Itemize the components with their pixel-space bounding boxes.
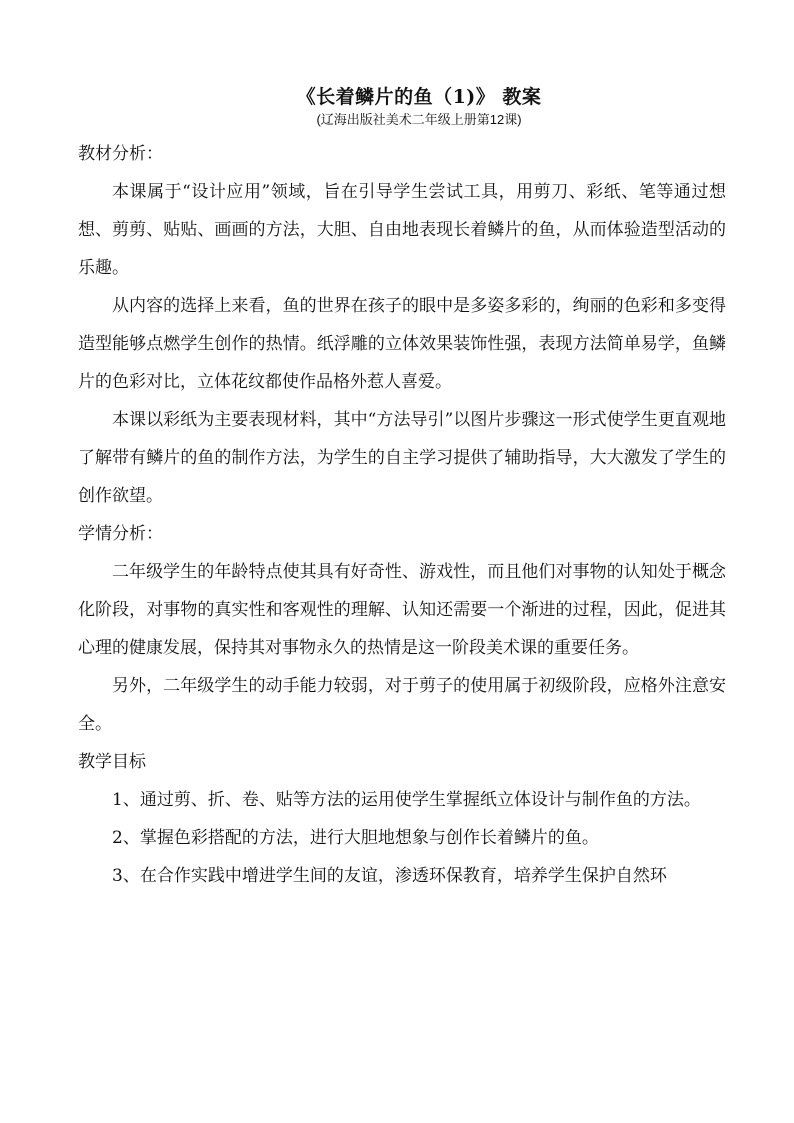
section-teaching-goals — [78, 743, 726, 895]
paragraph: 从内容的选择上来看，鱼的世界在孩子的眼中是多姿多彩的，绚丽的色彩和多变得造型能够点燃学生创作的热情。纸浮雕的立体效果装饰性强，表现方法简单易学，鱼鳞片的色彩对比，立体花纹都使作品格外惹人喜爱。 — [78, 296, 726, 392]
section-heading: 教材分析： — [78, 144, 163, 164]
section-student-analysis — [78, 515, 726, 743]
goal-item: 2、掌握色彩搭配的方法，进行大胆地想象与创作长着鳞片的鱼。 — [112, 828, 599, 848]
paragraph: 本课以彩纸为主要表现材料，其中“方法导引”以图片步骤这一形式使学生更直观地了解带有鳞片的鱼的制作方法，为学生的自主学习提供了辅助指导，大大激发了学生的创作欲望。 — [78, 410, 726, 506]
section-heading: 教学目标 — [78, 752, 146, 772]
section-heading: 学情分析： — [78, 524, 163, 544]
document-page — [78, 80, 726, 895]
goal-item: 1、通过剪、折、卷、贴等方法的运用使学生掌握纸立体设计与制作鱼的方法。 — [112, 790, 701, 810]
section-textbook-analysis — [78, 135, 726, 515]
document-subtitle: (辽海出版社美术二年级上册第12课) — [316, 112, 522, 127]
document-title: 《长着鳞片的鱼（1)》 教案 — [296, 86, 542, 108]
paragraph: 本课属于“设计应用”领域，旨在引导学生尝试工具，用剪刀、彩纸、笔等通过想想、剪剪、贴贴、画画的方法，大胆、自由地表现长着鳞片的鱼，从而体验造型活动的乐趣。 — [78, 182, 726, 278]
goal-item: 3、在合作实践中增进学生间的友谊，渗透环保教育，培养学生保护自然环 — [112, 866, 667, 886]
paragraph: 另外，二年级学生的动手能力较弱，对于剪子的使用属于初级阶段，应格外注意安全。 — [78, 676, 726, 734]
paragraph: 二年级学生的年龄特点使其具有好奇性、游戏性，而且他们对事物的认知处于概念化阶段，对事物的真实性和客观性的理解、认知还需要一个渐进的过程，因此，促进其心理的健康发展，保持其对事物永久的热情是这一阶段美术课的重要任务。 — [78, 562, 726, 658]
